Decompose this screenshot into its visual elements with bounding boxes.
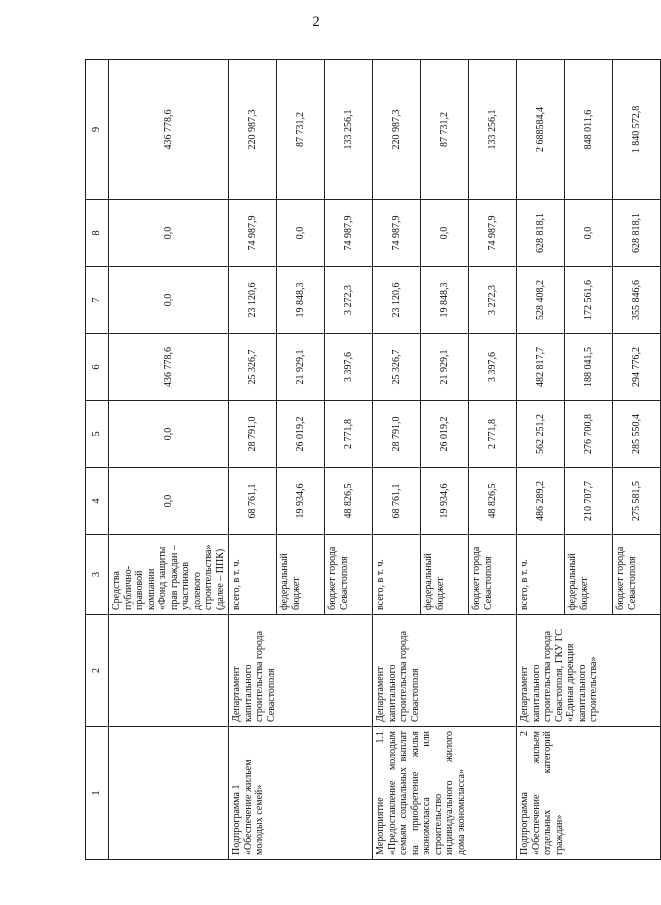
program-name: Мероприятие 1.1 «Предоставление молодым семьям социальных выплат на приобретение жилья экономкласса или строительство индивидуального жилого дома экономкласса»: [373, 727, 517, 860]
header-cell: 7: [86, 267, 109, 334]
value-cell: 3 397,6: [325, 334, 373, 401]
value-cell: 74 987,9: [469, 200, 517, 267]
value-cell: 21 929,1: [277, 334, 325, 401]
value-cell: 25 326,7: [373, 334, 421, 401]
responsible-executor: Департамент капитального строительства города Севастополя: [373, 615, 517, 727]
funding-source: всего, в т. ч.: [517, 535, 565, 615]
total-cell: 848 011,6: [565, 60, 613, 200]
value-cell: 19 848,3: [421, 267, 469, 334]
funding-source: бюджет города Севастополя: [613, 535, 661, 615]
value-cell: 436 778,6: [109, 334, 229, 401]
table-row: [229, 60, 277, 860]
page-number: 2: [312, 14, 320, 30]
program-name: Подпрограмма 2 «Обеспечение жильем отдельных категорий граждан»: [517, 727, 661, 860]
header-cell: 6: [86, 334, 109, 401]
value-cell: 68 761,1: [373, 468, 421, 535]
total-cell: 133 256,1: [469, 60, 517, 200]
funding-source: федеральный бюджет: [565, 535, 613, 615]
value-cell: 48 826,5: [469, 468, 517, 535]
value-cell: 23 120,6: [229, 267, 277, 334]
value-cell: 26 019,2: [277, 401, 325, 468]
value-cell: 0,0: [109, 401, 229, 468]
value-cell: 628 818,1: [613, 200, 661, 267]
responsible-executor: Департамент капитального строительства города Севастополя: [229, 615, 373, 727]
empty-cell: [109, 615, 229, 727]
value-cell: 68 761,1: [229, 468, 277, 535]
funding-source: федеральный бюджет: [277, 535, 325, 615]
value-cell: 0,0: [277, 200, 325, 267]
value-cell: 25 326,7: [229, 334, 277, 401]
value-cell: 275 581,5: [613, 468, 661, 535]
funding-source: бюджет города Севастополя: [325, 535, 373, 615]
rotated-table-wrapper: [85, 60, 642, 860]
value-cell: 3 272,3: [469, 267, 517, 334]
value-cell: 28 791,0: [373, 401, 421, 468]
table-row: [373, 60, 421, 860]
funding-source: всего, в т. ч.: [373, 535, 421, 615]
value-cell: 21 929,1: [421, 334, 469, 401]
value-cell: 0,0: [565, 200, 613, 267]
total-cell: 87 731,2: [277, 60, 325, 200]
value-cell: 562 251,2: [517, 401, 565, 468]
header-cell: 4: [86, 468, 109, 535]
funding-source: Средства публично-правовой компании «Фонд защиты прав граждан – участников долевого строительства» (далее – ППК): [109, 535, 229, 615]
value-cell: 2 771,8: [469, 401, 517, 468]
value-cell: 19 934,6: [421, 468, 469, 535]
header-row: [86, 60, 109, 860]
table-row: [517, 60, 565, 860]
total-cell: 87 731,2: [421, 60, 469, 200]
header-cell: 1: [86, 727, 109, 860]
program-name: Подпрограмма 1 «Обеспечение жильем молодых семей»: [229, 727, 373, 860]
value-cell: 172 561,6: [565, 267, 613, 334]
value-cell: 528 408,2: [517, 267, 565, 334]
header-cell: 9: [86, 60, 109, 200]
total-cell: 1 840 572,8: [613, 60, 661, 200]
value-cell: 486 289,2: [517, 468, 565, 535]
value-cell: 188 041,5: [565, 334, 613, 401]
value-cell: 0,0: [109, 468, 229, 535]
funding-source: федеральный бюджет: [421, 535, 469, 615]
header-cell: 8: [86, 200, 109, 267]
value-cell: 294 776,2: [613, 334, 661, 401]
value-cell: 210 707,7: [565, 468, 613, 535]
value-cell: 3 397,6: [469, 334, 517, 401]
total-cell: 133 256,1: [325, 60, 373, 200]
value-cell: 285 550,4: [613, 401, 661, 468]
value-cell: 482 817,7: [517, 334, 565, 401]
value-cell: 355 846,6: [613, 267, 661, 334]
value-cell: 74 987,9: [325, 200, 373, 267]
total-cell: 220 987,3: [373, 60, 421, 200]
total-cell: 436 778,6: [109, 60, 229, 200]
table-row: [109, 60, 229, 860]
responsible-executor: Департамент капитального строительства города Севастополя, ГКУ ГС «Единая дирекция капитального строительства»: [517, 615, 661, 727]
header-cell: 2: [86, 615, 109, 727]
value-cell: 628 818,1: [517, 200, 565, 267]
value-cell: 276 700,8: [565, 401, 613, 468]
total-cell: 220 987,3: [229, 60, 277, 200]
total-cell: 2 688584,4: [517, 60, 565, 200]
header-cell: 3: [86, 535, 109, 615]
value-cell: 19 848,3: [277, 267, 325, 334]
value-cell: 0,0: [109, 200, 229, 267]
value-cell: 23 120,6: [373, 267, 421, 334]
value-cell: 3 272,3: [325, 267, 373, 334]
value-cell: 0,0: [109, 267, 229, 334]
value-cell: 2 771,8: [325, 401, 373, 468]
value-cell: 48 826,5: [325, 468, 373, 535]
value-cell: 19 934,6: [277, 468, 325, 535]
value-cell: 74 987,9: [373, 200, 421, 267]
value-cell: 74 987,9: [229, 200, 277, 267]
value-cell: 26 019,2: [421, 401, 469, 468]
value-cell: 28 791,0: [229, 401, 277, 468]
budget-table: [85, 59, 661, 860]
header-cell: 5: [86, 401, 109, 468]
empty-cell: [109, 727, 229, 860]
funding-source: бюджет города Севастополя: [469, 535, 517, 615]
value-cell: 0,0: [421, 200, 469, 267]
funding-source: всего, в т. ч.: [229, 535, 277, 615]
